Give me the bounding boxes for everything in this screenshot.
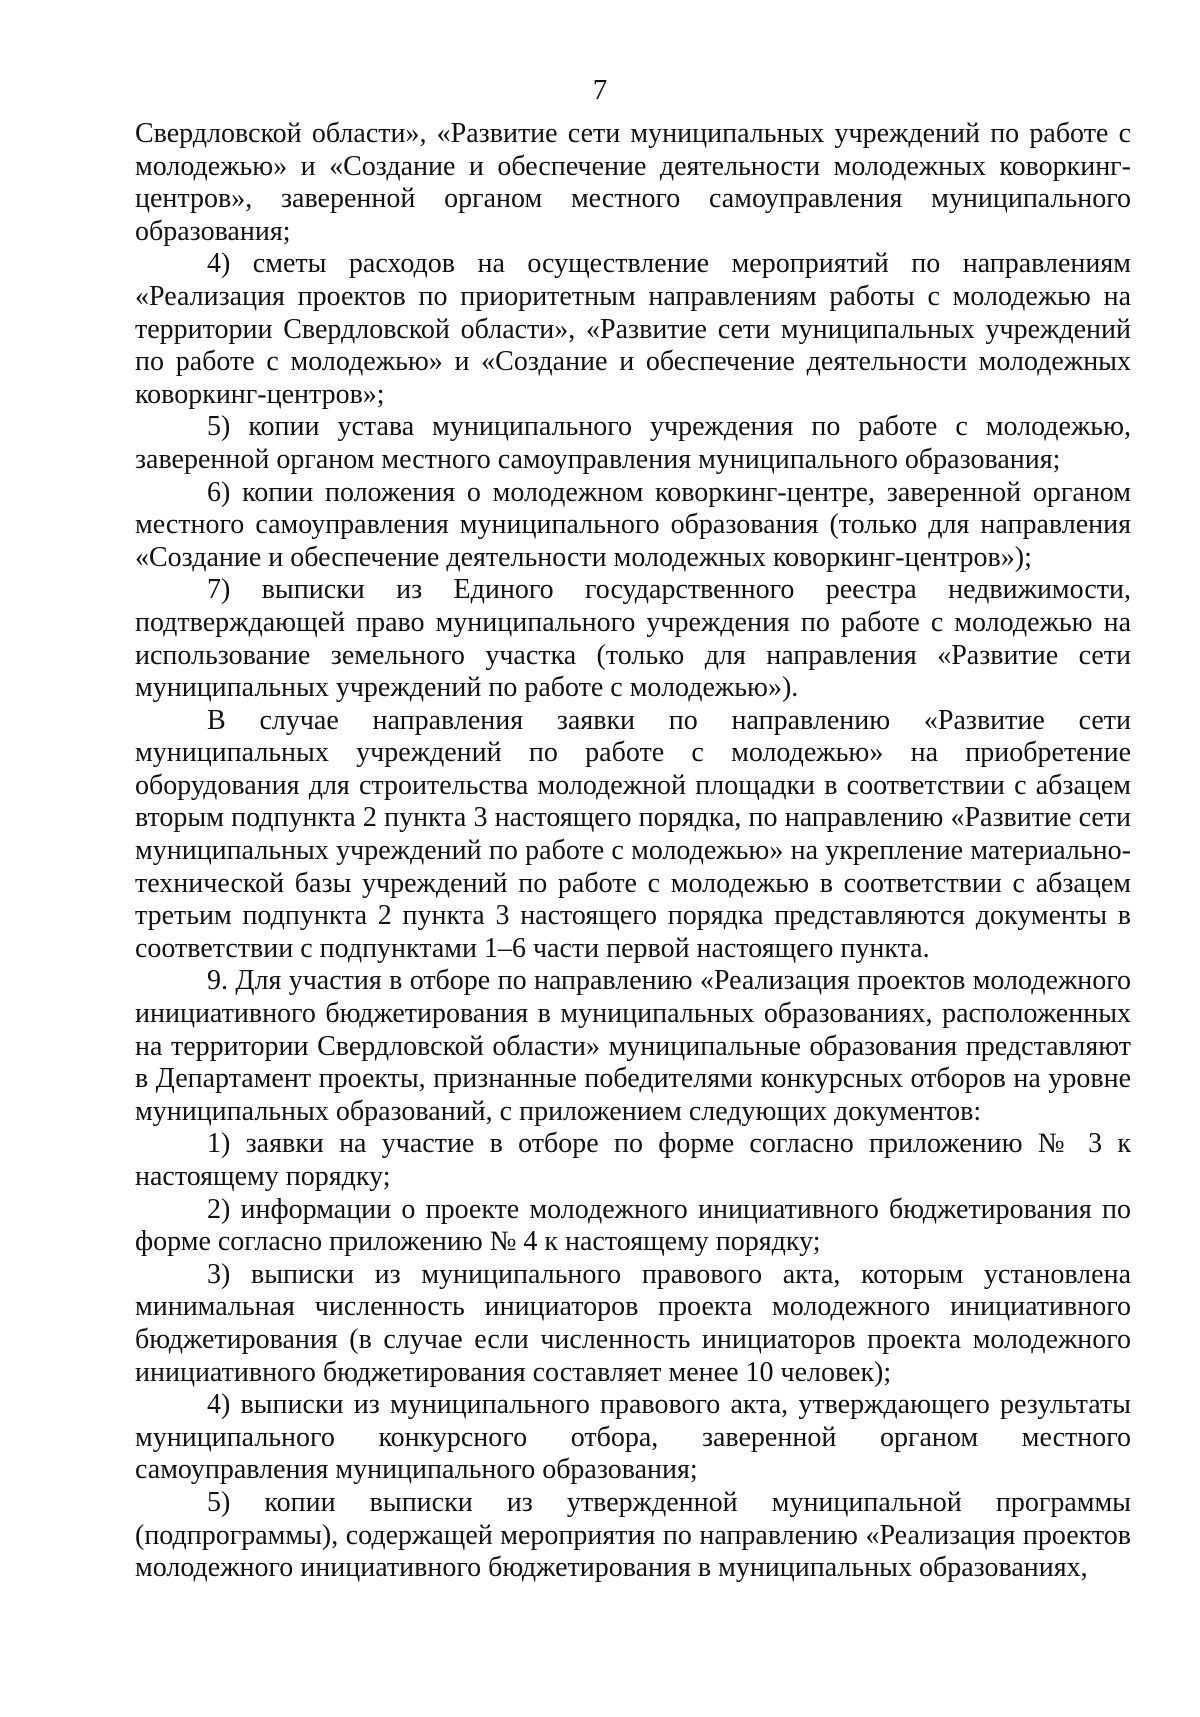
paragraph-item-6: 6) копии положения о молодежном коворкинг-центре, заверенной органом местного самоуправления муниципального образования (только для направления «Создание и обеспечение деятельности молодежных коворкинг-центров»); <box>135 476 1131 573</box>
paragraph-section-9-item-3: 3) выписки из муниципального правового акта, которым установлена минимальная численность инициаторов проекта молодежного инициативного бюджетирования (в случае если численность инициаторов проекта молодежного инициативного бюджетирования составляет менее 10 человек); <box>135 1258 1131 1388</box>
paragraph-section-9: 9. Для участия в отборе по направлению «Реализация проектов молодежного инициативного бюджетирования в муниципальных образованиях, расположенных на территории Свердловской области» муниципальные образования представляют в Департамент проекты, признанные победителями конкурсных отборов на уровне муниципальных образований, с приложением следующих документов: <box>135 965 1131 1127</box>
paragraph-continuation: Свердловской области», «Развитие сети муниципальных учреждений по работе с молодежью» и «Создание и обеспечение деятельности молодежных коворкинг-центров», заверенной органом местного самоуправления муниципального образования; <box>135 118 1131 247</box>
document-body <box>135 118 1131 1585</box>
paragraph-section-9-item-2: 2) информации о проекте молодежного инициативного бюджетирования по форме согласно приложению № 4 к настоящему порядку; <box>135 1193 1131 1258</box>
paragraph-item-5: 5) копии устава муниципального учреждения по работе с молодежью, заверенной органом местного самоуправления муниципального образования; <box>135 411 1131 475</box>
paragraph-section-9-item-4: 4) выписки из муниципального правового акта, утверждающего результаты муниципального конкурсного отбора, заверенной органом местного самоуправления муниципального образования; <box>135 1389 1131 1486</box>
page-number: 7 <box>592 74 608 106</box>
paragraph-item-7: 7) выписки из Единого государственного реестра недвижимости, подтверждающей право муниципального учреждения по работе с молодежью на использование земельного участка (только для направления «Развитие сети муниципальных учреждений по работе с молодежью»). <box>135 574 1131 704</box>
paragraph-item-4: 4) сметы расходов на осуществление мероприятий по направлениям «Реализация проектов по приоритетным направлениям работы с молодежью на территории Свердловской области», «Развитие сети муниципальных учреждений по работе с молодежью» и «Создание и обеспечение деятельности молодежных коворкинг-центров»; <box>135 248 1131 410</box>
paragraph-section-9-item-5: 5) копии выписки из утвержденной муниципальной программы (подпрограммы), содержащей мероприятия по направлению «Реализация проектов молодежного инициативного бюджетирования в муниципальных образованиях, <box>135 1486 1131 1584</box>
paragraph-case-note: В случае направления заявки по направлению «Развитие сети муниципальных учреждений по работе с молодежью» на приобретение оборудования для строительства молодежной площадки в соответствии с абзацем вторым подпункта 2 пункта 3 настоящего порядка, по направлению «Развитие сети муниципальных учреждений по работе с молодежью» на укрепление материально-технической базы учреждений по работе с молодежью в соответствии с абзацем третьим подпункта 2 пункта 3 настоящего порядка представляются документы в соответствии с подпунктами 1–6 части первой настоящего пункта. <box>135 704 1131 964</box>
paragraph-section-9-item-1: 1) заявки на участие в отборе по форме согласно приложению № 3 к настоящему порядку; <box>135 1128 1131 1192</box>
